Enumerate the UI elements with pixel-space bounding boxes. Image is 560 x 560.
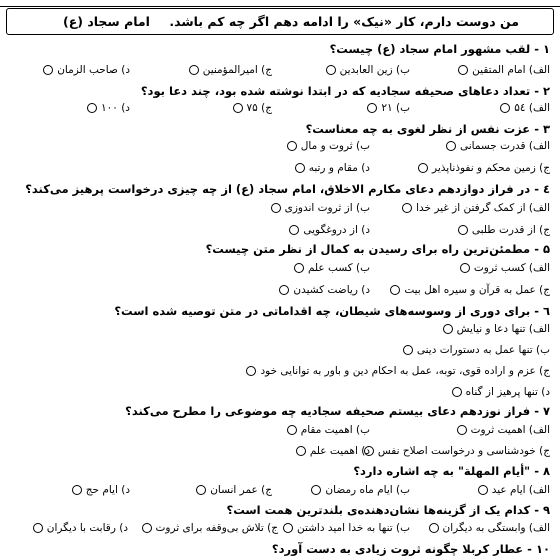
option-label: د) از دروغگویی bbox=[303, 224, 370, 236]
option-label: د) ۱۰۰ bbox=[100, 102, 130, 114]
motto-text: من دوست دارم، کار «نیک» را ادامه دهم اگر چه کم باشد. bbox=[169, 14, 519, 29]
radio-button[interactable] bbox=[446, 141, 456, 151]
q2-option-d[interactable] bbox=[87, 102, 130, 114]
q4-option-d[interactable] bbox=[289, 224, 370, 236]
option-label: الف) وابستگی به دیگران bbox=[442, 522, 550, 534]
radio-button[interactable] bbox=[367, 103, 377, 113]
option-label: ج) از قدرت طلبی bbox=[471, 224, 550, 236]
top-rule bbox=[0, 0, 560, 7]
option-label: د) ایام حج bbox=[85, 484, 130, 496]
attribution-text: امام سجاد (ع) bbox=[63, 14, 150, 29]
option-label: ب) ایام ماه رمضان bbox=[325, 484, 410, 496]
question-text: مطمئن‌ترین راه برای رسیدن به کمال از نظر متن چیست؟ bbox=[205, 242, 531, 256]
option-label: ب) اهمیت مقام bbox=[300, 424, 370, 436]
q4-option-c[interactable] bbox=[458, 224, 550, 236]
radio-button[interactable] bbox=[326, 65, 336, 75]
radio-button[interactable] bbox=[72, 485, 82, 495]
radio-button[interactable] bbox=[196, 485, 206, 495]
option-label: ج) امیرالمؤمنین bbox=[202, 64, 272, 76]
q2-option-c[interactable] bbox=[233, 102, 273, 114]
radio-button[interactable] bbox=[458, 65, 468, 75]
option-label: ب) ثروت و مال bbox=[300, 140, 370, 152]
radio-button[interactable] bbox=[443, 324, 453, 334]
radio-button[interactable] bbox=[287, 141, 297, 151]
option-label: ج) زمین محکم و نفوذناپذیر bbox=[432, 162, 550, 174]
question-5 bbox=[8, 242, 550, 256]
option-label: د) صاحب الزمان bbox=[57, 64, 130, 76]
option-label: د) تنها پرهیز از گناه bbox=[465, 386, 550, 398]
radio-button[interactable] bbox=[460, 263, 470, 273]
radio-button[interactable] bbox=[403, 345, 413, 355]
option-label: ج) عزم و اراده قوی، توبه، عمل به احکام دین و باور به توانایی خود bbox=[260, 365, 550, 377]
question-7 bbox=[8, 404, 550, 418]
question-text: برای دوری از وسوسه‌های شیطان، چه اقداماتی در متن توصیه شده است؟ bbox=[114, 304, 531, 318]
radio-button[interactable] bbox=[142, 523, 152, 533]
radio-button[interactable] bbox=[429, 523, 439, 533]
option-label: الف) ایام عید bbox=[491, 484, 550, 496]
radio-button[interactable] bbox=[289, 225, 299, 235]
question-text: فراز نوزدهم دعای بیستم صحیفه سجادیه چه موضوعی را مطرح می‌کند؟ bbox=[125, 404, 531, 418]
question-3 bbox=[8, 122, 550, 136]
q3-option-d[interactable] bbox=[295, 162, 370, 174]
option-label: د) اهمیت علم bbox=[309, 445, 370, 457]
option-label: ج) عمل به قرآن و سیره اهل بیت bbox=[404, 284, 550, 296]
radio-button[interactable] bbox=[271, 203, 281, 213]
radio-button[interactable] bbox=[295, 163, 305, 173]
question-6 bbox=[8, 304, 550, 318]
question-4 bbox=[8, 182, 550, 196]
q1-option-a[interactable] bbox=[458, 64, 550, 76]
option-label: الف) قدرت جسمانی bbox=[459, 140, 550, 152]
question-number: ۸ - bbox=[534, 464, 550, 478]
q7-option-c[interactable] bbox=[364, 445, 550, 457]
q9-option-d[interactable] bbox=[33, 522, 128, 534]
question-8 bbox=[8, 464, 550, 478]
option-label: ب) کسب علم bbox=[307, 262, 370, 274]
option-label: الف) ۵٤ bbox=[514, 102, 550, 114]
q5-option-c[interactable] bbox=[390, 284, 550, 296]
q9-option-c[interactable] bbox=[142, 522, 278, 534]
radio-button[interactable] bbox=[452, 387, 462, 397]
option-label: د) ریاضت کشیدن bbox=[293, 284, 370, 296]
q2-option-a[interactable] bbox=[500, 102, 550, 114]
question-10 bbox=[8, 542, 550, 556]
option-label: ج) خودشناسی و درخواست اصلاح نفس bbox=[377, 445, 550, 457]
q7-option-b[interactable] bbox=[287, 424, 370, 436]
q6-option-c[interactable] bbox=[246, 365, 550, 377]
radio-button[interactable] bbox=[311, 485, 321, 495]
q8-option-b[interactable] bbox=[311, 484, 410, 496]
option-label: ج) تلاش بی‌وقفه برای ثروت bbox=[155, 522, 278, 534]
radio-button[interactable] bbox=[296, 446, 306, 456]
page-header bbox=[6, 8, 554, 35]
radio-button[interactable] bbox=[294, 263, 304, 273]
option-label: د) مقام و رتبه bbox=[308, 162, 370, 174]
q8-option-a[interactable] bbox=[478, 484, 550, 496]
radio-button[interactable] bbox=[287, 425, 297, 435]
question-text: در فراز دوازدهم دعای مکارم الاخلاق، امام سجاد (ع) از چه چیزی درخواست پرهیز می‌کند؟ bbox=[25, 182, 531, 196]
q7-option-a[interactable] bbox=[457, 424, 550, 436]
q8-option-d[interactable] bbox=[72, 484, 130, 496]
option-label: ب) ۲۱ bbox=[381, 102, 410, 114]
radio-button[interactable] bbox=[390, 285, 400, 295]
q3-option-a[interactable] bbox=[446, 140, 550, 152]
question-number: ۷ - bbox=[534, 404, 550, 418]
q5-option-b[interactable] bbox=[294, 262, 370, 274]
option-label: الف) امام المتقین bbox=[472, 64, 550, 76]
q3-option-c[interactable] bbox=[418, 162, 550, 174]
q7-option-d[interactable] bbox=[296, 445, 370, 457]
question-2 bbox=[8, 84, 550, 98]
q8-option-c[interactable] bbox=[196, 484, 272, 496]
question-number: ۵ - bbox=[534, 242, 550, 256]
question-number: ۳ - bbox=[534, 122, 550, 136]
question-9 bbox=[8, 503, 550, 517]
radio-button[interactable] bbox=[189, 65, 199, 75]
radio-button[interactable] bbox=[457, 425, 467, 435]
radio-button[interactable] bbox=[418, 163, 428, 173]
q6-option-b[interactable] bbox=[403, 344, 550, 356]
q1-option-b[interactable] bbox=[326, 64, 410, 76]
q6-option-a[interactable] bbox=[443, 323, 550, 335]
question-text: کدام یک از گزینه‌ها نشان‌دهنده‌ی بلندترین همت است؟ bbox=[226, 503, 531, 517]
option-label: ب) تنها عمل به دستورات دینی bbox=[416, 344, 550, 356]
question-number: ٤ - bbox=[534, 182, 550, 196]
q4-option-b[interactable] bbox=[271, 202, 370, 214]
question-text: عزت نفس از نظر لغوی به چه معناست؟ bbox=[305, 122, 531, 136]
option-label: ب) از ثروت اندوزی bbox=[284, 202, 370, 214]
question-text: لقب مشهور امام سجاد (ع) چیست؟ bbox=[329, 42, 531, 56]
option-label: الف) اهمیت ثروت bbox=[470, 424, 550, 436]
radio-button[interactable] bbox=[33, 523, 43, 533]
q1-option-c[interactable] bbox=[189, 64, 272, 76]
radio-button[interactable] bbox=[500, 103, 510, 113]
q6-option-d[interactable] bbox=[452, 386, 550, 398]
option-label: الف) کسب ثروت bbox=[473, 262, 550, 274]
question-1 bbox=[8, 42, 550, 56]
option-label: ج) عمر انسان bbox=[210, 484, 272, 496]
radio-button[interactable] bbox=[246, 366, 256, 376]
q1-option-d[interactable] bbox=[43, 64, 130, 76]
question-number: ۹ - bbox=[534, 503, 550, 517]
question-text: "أیام المهلة" به چه اشاره دارد؟ bbox=[353, 464, 531, 478]
option-label: الف) تنها دعا و نیایش bbox=[456, 323, 550, 335]
option-label: د) رقابت با دیگران bbox=[46, 522, 128, 534]
radio-button[interactable] bbox=[402, 203, 412, 213]
question-number: ۱۰ - bbox=[527, 542, 550, 556]
radio-button[interactable] bbox=[458, 225, 468, 235]
q3-option-b[interactable] bbox=[287, 140, 370, 152]
q5-option-d[interactable] bbox=[279, 284, 370, 296]
radio-button[interactable] bbox=[87, 103, 97, 113]
question-number: ۱ - bbox=[534, 42, 550, 56]
question-text: عطار کربلا چگونه ثروت زیادی به دست آورد؟ bbox=[271, 542, 524, 556]
option-label: ب) تنها به خدا امید داشتن bbox=[296, 522, 410, 534]
radio-button[interactable] bbox=[233, 103, 243, 113]
radio-button[interactable] bbox=[283, 523, 293, 533]
q2-option-b[interactable] bbox=[367, 102, 410, 114]
option-label: ب) زین العابدین bbox=[339, 64, 410, 76]
radio-button[interactable] bbox=[478, 485, 488, 495]
q9-option-b[interactable] bbox=[283, 522, 410, 534]
q9-option-a[interactable] bbox=[429, 522, 550, 534]
quiz-body bbox=[0, 40, 560, 560]
option-label: ج) ۷۵ bbox=[246, 102, 272, 114]
option-label: الف) از کمک گرفتن از غیر خدا bbox=[416, 202, 550, 214]
question-text: تعداد دعاهای صحیفه سجادیه که در ابتدا نوشته شده بود، چند دعا بود؟ bbox=[140, 84, 531, 98]
radio-button[interactable] bbox=[43, 65, 53, 75]
q5-option-a[interactable] bbox=[460, 262, 550, 274]
q4-option-a[interactable] bbox=[402, 202, 550, 214]
question-number: ٦ - bbox=[534, 304, 550, 318]
radio-button[interactable] bbox=[279, 285, 289, 295]
question-number: ۲ - bbox=[534, 84, 550, 98]
